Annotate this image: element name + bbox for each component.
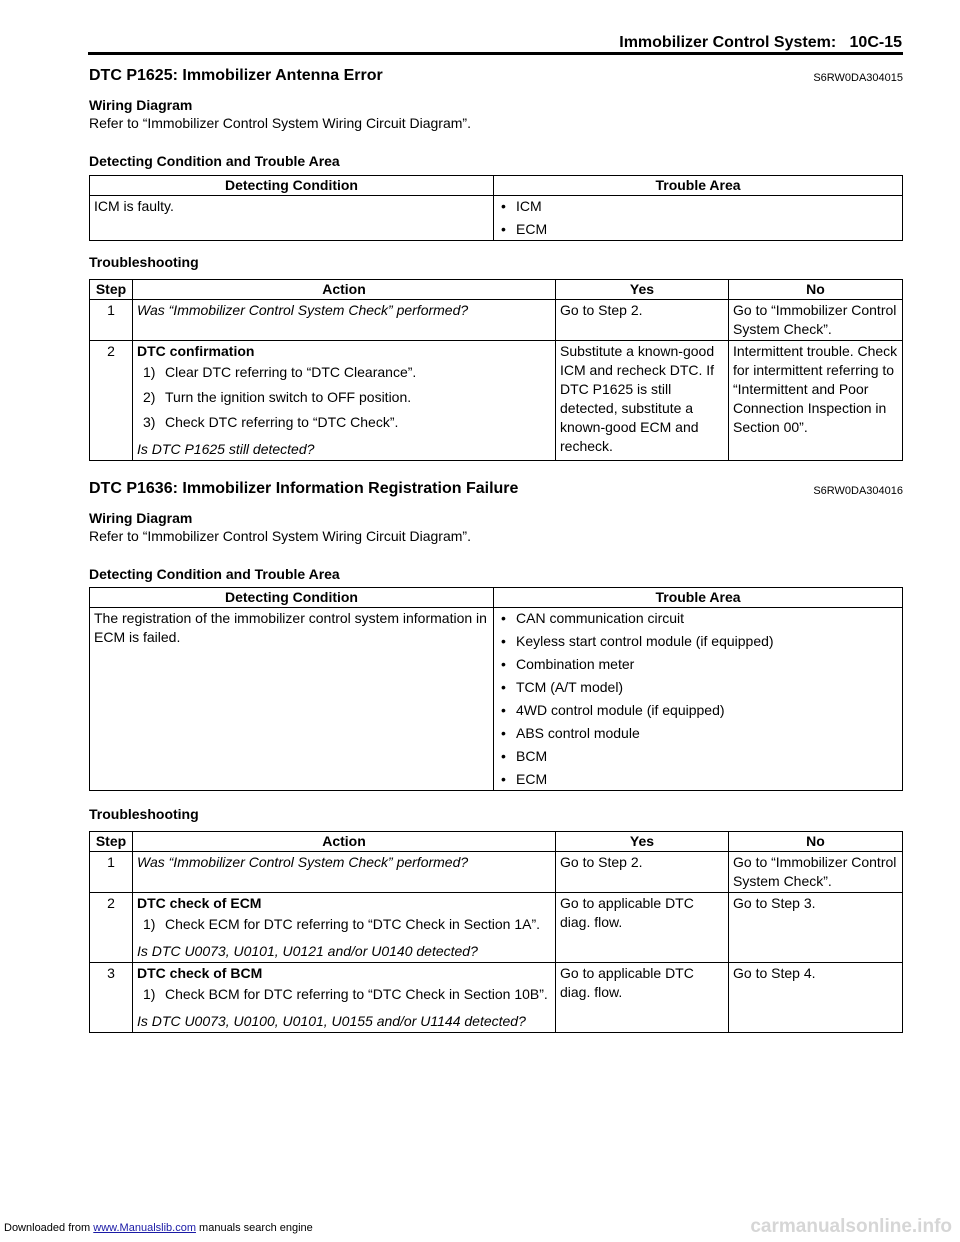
section-title-p1625	[89, 67, 903, 85]
step-number: 1	[90, 300, 133, 341]
no-cell: Intermittent trouble. Check for intermittent referring to “Intermittent and Poor Connection Inspection in Section 00”.	[729, 341, 903, 461]
trouble-area-cell	[494, 608, 903, 791]
watermark: carmanualsonline.info	[750, 1216, 952, 1237]
section-title-text: DTC P1636: Immobilizer Information Registration Failure	[89, 480, 519, 497]
column-header: Yes	[556, 280, 729, 300]
list-item: • TCM (A/T model)	[498, 678, 898, 697]
table-header-row	[90, 176, 903, 196]
yes-cell: Substitute a known-good ICM and recheck DTC. If DTC P1625 is still detected, substitute a known-good ECM and recheck.	[556, 341, 729, 461]
column-header: Detecting Condition	[90, 588, 494, 608]
table-header-row	[90, 280, 903, 300]
substep-text: Clear DTC referring to “DTC Clearance”.	[165, 364, 417, 380]
step-question: Is DTC U0073, U0100, U0101, U0155 and/or U1144 detected?	[137, 1013, 526, 1029]
step-number: 2	[90, 341, 133, 461]
list-item: • ICM	[498, 197, 898, 216]
detecting-condition-table	[89, 587, 903, 791]
action-cell	[133, 893, 556, 963]
trouble-area-cell	[494, 196, 903, 241]
column-header: Trouble Area	[494, 588, 903, 608]
substep-number: 1)	[143, 986, 156, 1002]
condition-cell: ICM is faulty.	[90, 196, 494, 241]
action-title: DTC check of BCM	[137, 965, 263, 981]
table-row	[90, 196, 903, 241]
troubleshooting-table	[89, 279, 903, 461]
list-item: • ABS control module	[498, 724, 898, 743]
list-item: • 4WD control module (if equipped)	[498, 701, 898, 720]
step-question: Is DTC U0073, U0101, U0121 and/or U0140 detected?	[137, 943, 478, 959]
list-item: • ECM	[498, 220, 898, 239]
substep-number: 3)	[143, 414, 156, 430]
action-title: DTC confirmation	[137, 343, 255, 359]
detecting-condition-label: Detecting Condition and Trouble Area	[89, 566, 340, 582]
troubleshooting-label: Troubleshooting	[89, 254, 199, 270]
table-row	[90, 608, 903, 791]
section-title-text: DTC P1625: Immobilizer Antenna Error	[89, 67, 383, 84]
substep-number: 1)	[143, 364, 156, 380]
manualslib-link[interactable]: www.Manualslib.com	[93, 1222, 196, 1234]
page-header	[619, 34, 902, 52]
action-cell	[133, 963, 556, 1033]
column-header: Detecting Condition	[90, 176, 494, 196]
substep	[137, 915, 551, 934]
no-cell: Go to “Immobilizer Control System Check”.	[729, 300, 903, 341]
troubleshooting-table	[89, 831, 903, 1033]
column-header: No	[729, 832, 903, 852]
troubleshooting-label: Troubleshooting	[89, 806, 199, 822]
list-item: • Keyless start control module (if equipped)	[498, 632, 898, 651]
condition-cell: The registration of the immobilizer control system information in ECM is failed.	[90, 608, 494, 791]
wiring-diagram-text: Refer to “Immobilizer Control System Wiring Circuit Diagram”.	[89, 528, 471, 544]
table-row	[90, 893, 903, 963]
list-item: • BCM	[498, 747, 898, 766]
detecting-condition-label: Detecting Condition and Trouble Area	[89, 153, 340, 169]
wiring-diagram-label: Wiring Diagram	[89, 97, 193, 113]
table-row	[90, 963, 903, 1033]
action-title: DTC check of ECM	[137, 895, 262, 911]
section-code: S6RW0DA304015	[813, 72, 903, 84]
detecting-condition-table	[89, 175, 903, 241]
substep	[137, 985, 551, 1004]
column-header: Action	[133, 280, 556, 300]
column-header: Trouble Area	[494, 176, 903, 196]
column-header: No	[729, 280, 903, 300]
column-header: Yes	[556, 832, 729, 852]
substep-number: 1)	[143, 916, 156, 932]
step-number: 1	[90, 852, 133, 893]
yes-cell: Go to applicable DTC diag. flow.	[556, 963, 729, 1033]
step-number: 3	[90, 963, 133, 1033]
wiring-diagram-label: Wiring Diagram	[89, 510, 193, 526]
table-row	[90, 341, 903, 461]
header-title: Immobilizer Control System:	[619, 34, 837, 51]
footer-prefix: Downloaded from	[4, 1222, 91, 1234]
column-header: Step	[90, 280, 133, 300]
list-item: • CAN communication circuit	[498, 609, 898, 628]
yes-cell: Go to applicable DTC diag. flow.	[556, 893, 729, 963]
header-rule	[88, 52, 903, 55]
page-number: 10C-15	[849, 34, 902, 51]
substep-text: Check BCM for DTC referring to “DTC Check in Section 10B”.	[165, 986, 548, 1002]
substep-text: Turn the ignition switch to OFF position.	[165, 389, 412, 405]
substep-number: 2)	[143, 389, 156, 405]
table-row	[90, 300, 903, 341]
action-cell: Was “Immobilizer Control System Check” performed?	[133, 300, 556, 341]
list-item: • ECM	[498, 770, 898, 789]
step-question: Is DTC P1625 still detected?	[137, 441, 315, 457]
table-header-row	[90, 588, 903, 608]
yes-cell: Go to Step 2.	[556, 300, 729, 341]
wiring-diagram-text: Refer to “Immobilizer Control System Wiring Circuit Diagram”.	[89, 115, 471, 131]
yes-cell: Go to Step 2.	[556, 852, 729, 893]
no-cell: Go to “Immobilizer Control System Check”.	[729, 852, 903, 893]
substep-text: Check ECM for DTC referring to “DTC Check in Section 1A”.	[165, 916, 540, 932]
step-number: 2	[90, 893, 133, 963]
no-cell: Go to Step 3.	[729, 893, 903, 963]
column-header: Action	[133, 832, 556, 852]
footer-suffix: manuals search engine	[199, 1222, 313, 1234]
substep	[137, 363, 551, 382]
column-header: Step	[90, 832, 133, 852]
section-title-p1636	[89, 480, 903, 498]
action-cell	[133, 341, 556, 461]
section-code: S6RW0DA304016	[813, 485, 903, 497]
substep	[137, 388, 551, 407]
table-row	[90, 852, 903, 893]
no-cell: Go to Step 4.	[729, 963, 903, 1033]
list-item: • Combination meter	[498, 655, 898, 674]
table-header-row	[90, 832, 903, 852]
action-cell: Was “Immobilizer Control System Check” performed?	[133, 852, 556, 893]
substep-text: Check DTC referring to “DTC Check”.	[165, 414, 399, 430]
download-footer	[4, 1222, 313, 1234]
substep	[137, 413, 551, 432]
